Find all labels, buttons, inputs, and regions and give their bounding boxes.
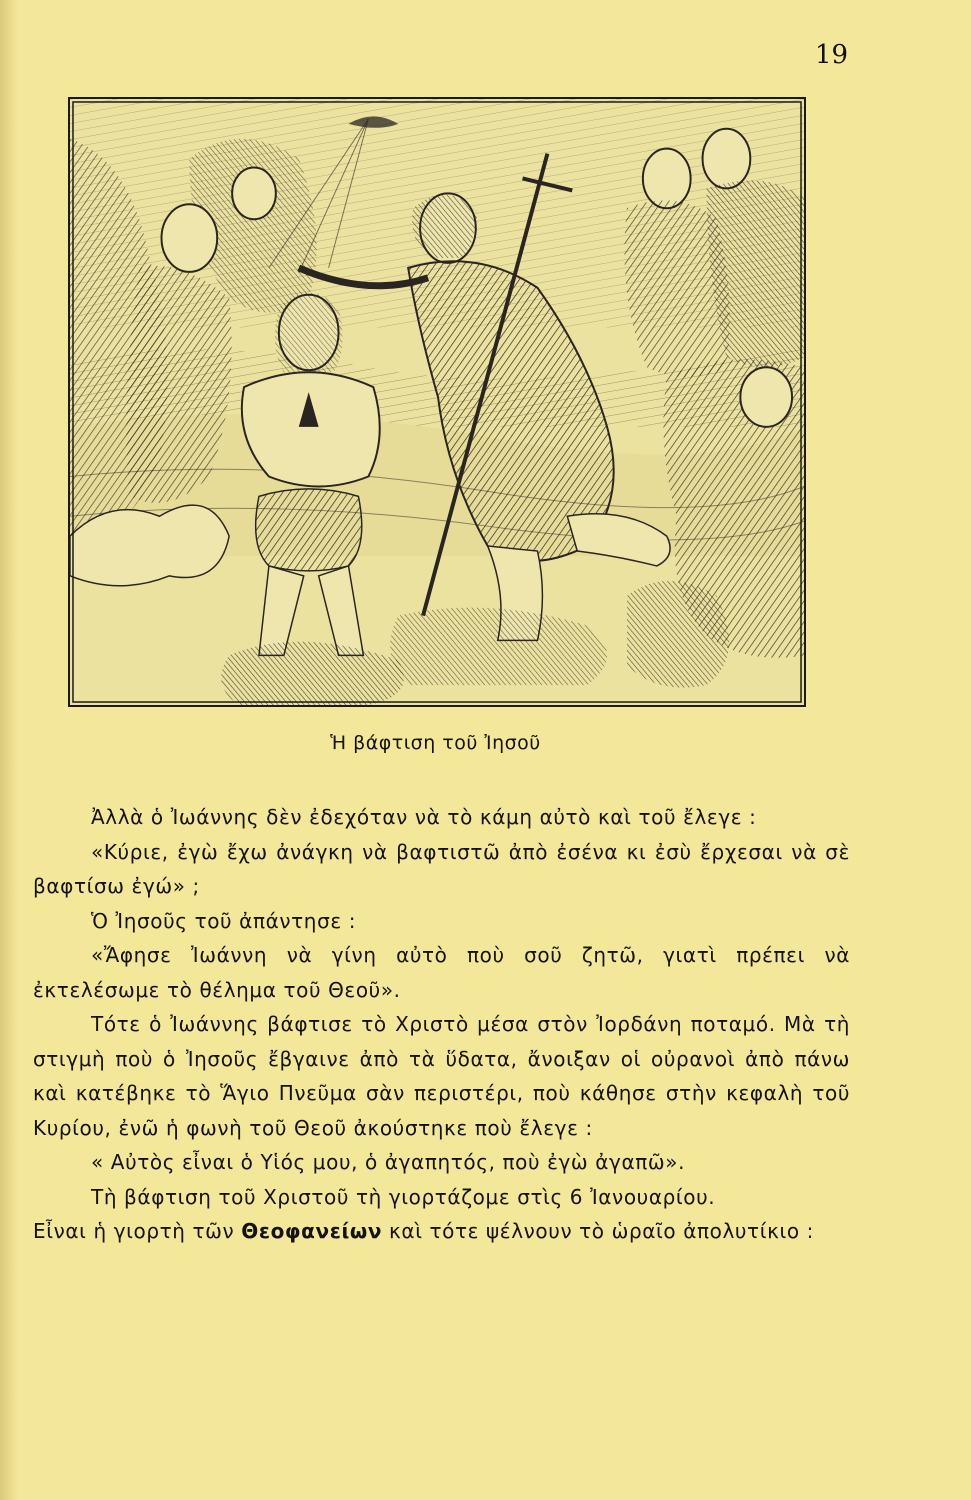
paragraph-5: Τότε ὁ Ἰωάννης βάφτισε τὸ Χριστὸ μέσα στὸν Ἰορδάνη ποταμό. Μὰ τὴ στιγμὴ ποὺ ὁ Ἰησοῦς ἔβγαινε ἀπὸ τὰ ὕδατα, ἄνοιξαν οἱ οὐρανοὶ ἀπὸ πάνω καὶ κατέβηκε τὸ Ἅγιο Πνεῦμα σὰν περιστέρι, ποὺ κάθησε στὴν κεφαλὴ τοῦ Κυρίου, ἐνῶ ἡ φωνὴ τοῦ Θεοῦ ἀκούστηκε ποὺ ἔλεγε : [33,1012,850,1140]
paragraph-4: «Ἄφησε Ἰωάννη νὰ γίνη αὐτὸ ποὺ σοῦ ζητῶ, γιατὶ πρέπει νὰ ἐκτελέσωμε τὸ θέλημα τοῦ Θεοῦ». [33,943,850,1002]
paragraph-8-end: καὶ τότε ψέλνουν τὸ ὡραῖο ἀπολυτίκιο : [382,1219,814,1243]
paragraph-3: Ὁ Ἰησοῦς τοῦ ἀπάντησε : [91,908,357,933]
paragraph-6: « Αὐτὸς εἶναι ὁ Υἱός μου, ὁ ἀγαπητός, ποὺ ἐγὼ ἀγαπῶ». [91,1150,686,1174]
figure-caption: Ἡ βάφτιση τοῦ Ἰησοῦ [330,732,541,754]
page-number: 19 [815,40,849,70]
paragraph-7: Τὴ βάφτιση τοῦ Χριστοῦ τὴ γιορτάζομε στὶς 6 Ἰανουαρίου. [91,1184,716,1209]
paragraph-8 [33,1214,850,1249]
paragraph-8-start: Εἶναι ἡ γιορτὴ τῶν [33,1219,242,1243]
engraving-drawing [70,99,804,705]
body-text [33,800,850,1249]
paragraph-2: «Κύριε, ἐγὼ ἔχω ἀνάγκη νὰ βαφτιστῶ ἀπὸ ἐσένα κι ἐσὺ ἔρχεσαι νὰ σὲ βαφτίσω ἐγώ» ; [33,839,850,898]
baptism-illustration [68,97,806,707]
paragraph-1: Ἀλλὰ ὁ Ἰωάννης δὲν ἐδεχόταν νὰ τὸ κάμη αὐτὸ καὶ τοῦ ἔλεγε : [91,805,757,829]
theophany-term: Θεοφανείων [241,1219,383,1243]
